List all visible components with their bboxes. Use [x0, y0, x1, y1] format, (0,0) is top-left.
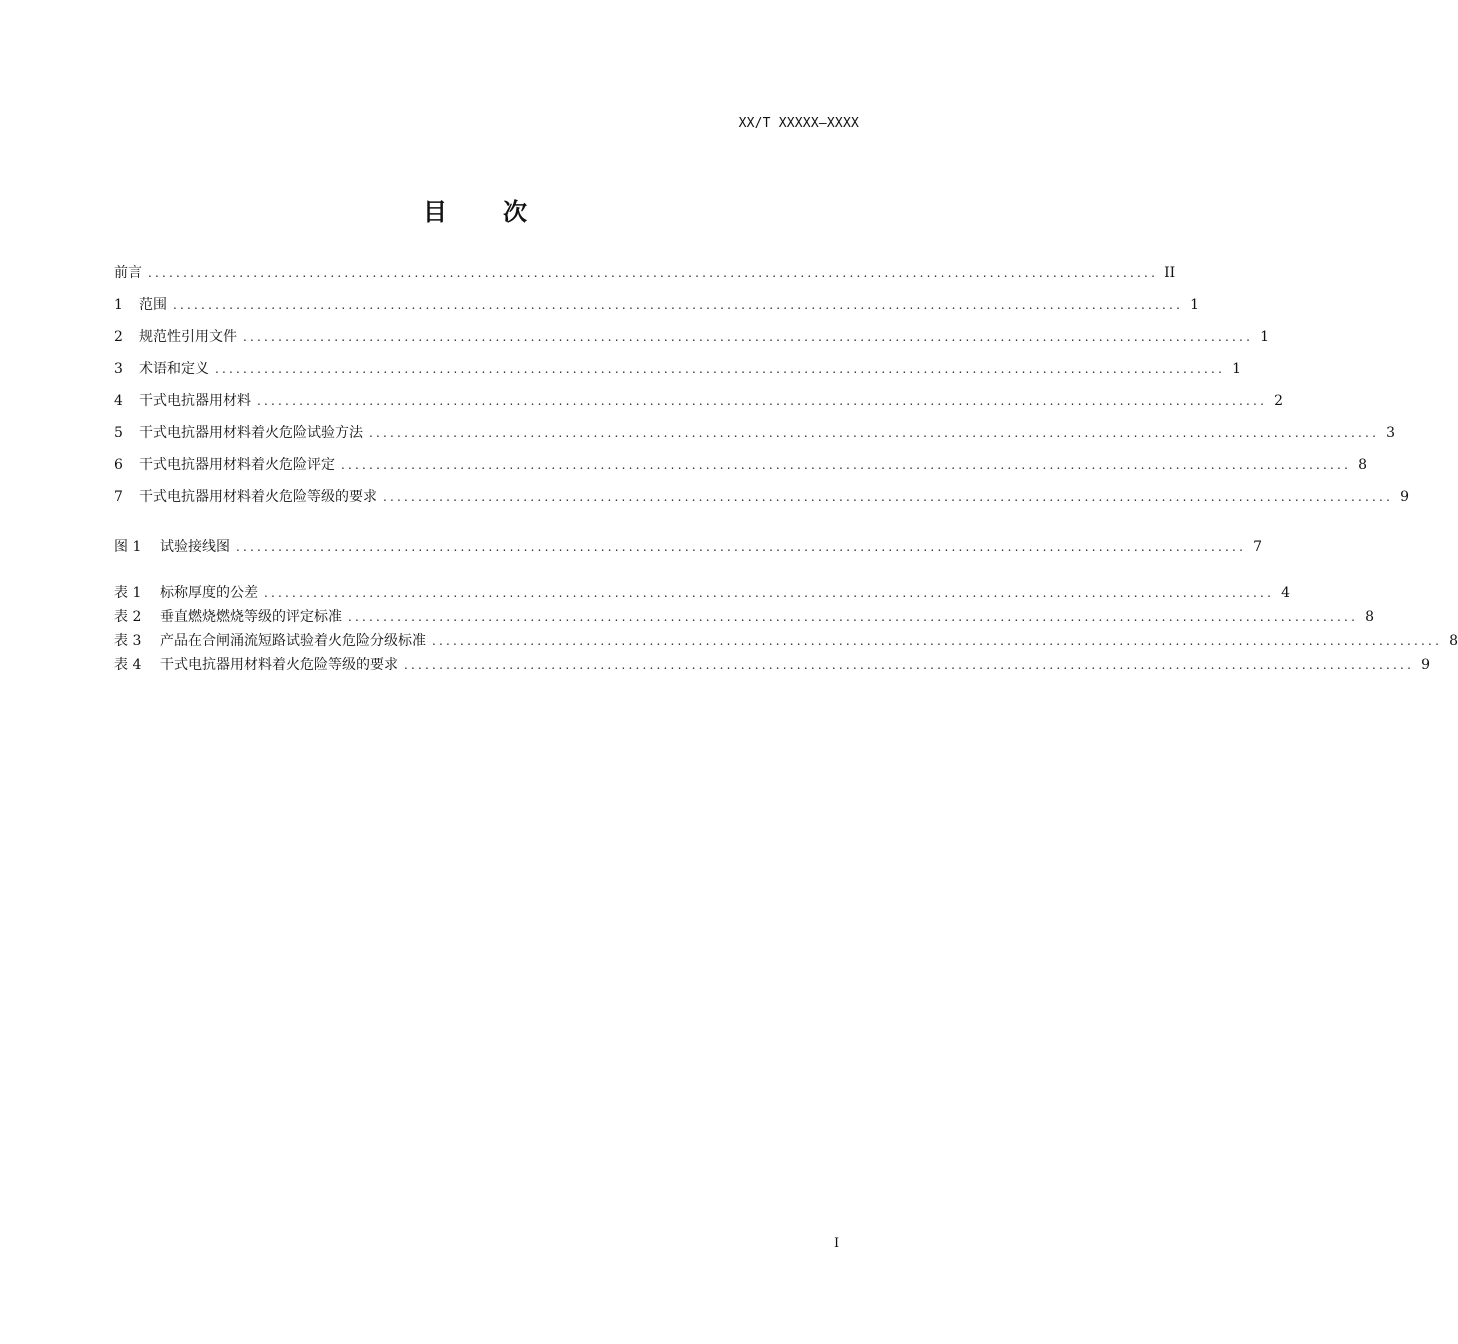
- toc-entry-number: 表 1: [114, 585, 142, 601]
- toc-entry-page: 7: [1253, 539, 1263, 555]
- toc-entry-number: 1: [114, 297, 123, 313]
- toc-entry-page: II: [1164, 265, 1176, 281]
- toc-entry-page: 2: [1274, 393, 1284, 409]
- toc-entry-label: 垂直燃烧燃烧等级的评定标准: [160, 609, 342, 625]
- toc-entry-number: 4: [114, 393, 123, 409]
- toc-entry-number: 5: [114, 425, 123, 441]
- toc-entry-clause-6[interactable]: [114, 454, 1368, 486]
- toc-entry-number: 7: [114, 489, 123, 505]
- toc-entry-label: 产品在合闸涌流短路试验着火危险分级标准: [160, 633, 426, 649]
- toc-entry-clause-4[interactable]: [114, 390, 1284, 422]
- toc-entry-figure-1[interactable]: [114, 536, 1263, 560]
- toc-entry-label: 试验接线图: [160, 539, 230, 555]
- toc-entry-number: 2: [114, 329, 123, 345]
- toc-entry-label: 标称厚度的公差: [160, 585, 258, 601]
- toc-entry-page: 4: [1281, 585, 1291, 601]
- toc-leader-dots: ................................................................................................................................................: [432, 634, 1443, 648]
- page-number: I: [834, 1236, 840, 1251]
- toc-entry-number: 图 1: [114, 539, 142, 555]
- toc-leader-dots: ................................................................................................................................................: [257, 394, 1268, 408]
- toc-entry-table-4[interactable]: [114, 654, 1431, 678]
- toc-entry-clause-3[interactable]: [114, 358, 1242, 390]
- toc-leader-dots: ................................................................................................................................................: [215, 362, 1226, 376]
- toc-entry-table-1[interactable]: [114, 582, 1291, 606]
- toc-entry-label: 规范性引用文件: [139, 329, 237, 345]
- toc-entry-page: 9: [1400, 489, 1410, 505]
- toc-entry-label: 术语和定义: [139, 361, 209, 377]
- toc-entry-number: 表 2: [114, 609, 142, 625]
- toc-leader-dots: ................................................................................................................................................: [173, 298, 1184, 312]
- toc-entry-label: 干式电抗器用材料着火危险评定: [139, 457, 335, 473]
- toc-entry-clause-2[interactable]: [114, 326, 1270, 358]
- toc-entry-label: 干式电抗器用材料着火危险等级的要求: [139, 489, 377, 505]
- document-code: XX/T XXXXX—XXXX: [738, 116, 859, 131]
- toc-list: [114, 262, 1458, 678]
- toc-entry-clause-7[interactable]: [114, 486, 1410, 518]
- toc-leader-dots: ................................................................................................................................................: [348, 610, 1359, 624]
- toc-entry-page: 9: [1421, 657, 1431, 673]
- toc-entry-clause-1[interactable]: [114, 294, 1200, 326]
- toc-entry-page: 1: [1190, 297, 1200, 313]
- toc-entry-label: 干式电抗器用材料着火危险等级的要求: [160, 657, 398, 673]
- toc-title-part2: 次: [503, 198, 527, 226]
- toc-entry-clause-5[interactable]: [114, 422, 1396, 454]
- toc-leader-dots: ................................................................................................................................................: [383, 490, 1394, 504]
- toc-leader-dots: ................................................................................................................................................: [236, 540, 1247, 554]
- toc-entry-page: 8: [1365, 609, 1375, 625]
- toc-entry-number: 表 3: [114, 633, 142, 649]
- toc-entry-number: 表 4: [114, 657, 142, 673]
- toc-entry-label: 干式电抗器用材料: [139, 393, 251, 409]
- toc-entry-table-2[interactable]: [114, 606, 1375, 630]
- toc-leader-dots: ................................................................................................................................................: [369, 426, 1380, 440]
- toc-entry-number: 6: [114, 457, 123, 473]
- toc-entry-label: 干式电抗器用材料着火危险试验方法: [139, 425, 363, 441]
- toc-entry-page: 8: [1449, 633, 1458, 649]
- toc-leader-dots: ................................................................................................................................................: [264, 586, 1275, 600]
- toc-entry-page: 8: [1358, 457, 1368, 473]
- toc-leader-dots: ................................................................................................................................................: [148, 266, 1159, 280]
- toc-entry-page: 1: [1232, 361, 1242, 377]
- toc-entry-page: 3: [1386, 425, 1396, 441]
- toc-entry-foreword[interactable]: [114, 262, 1176, 294]
- toc-leader-dots: ................................................................................................................................................: [243, 330, 1254, 344]
- toc-entry-label: 范围: [139, 297, 167, 313]
- toc-title: [0, 192, 950, 227]
- toc-title-part1: 目: [423, 198, 447, 226]
- toc-leader-dots: ................................................................................................................................................: [341, 458, 1352, 472]
- toc-entry-number: 3: [114, 361, 123, 377]
- toc-entry-page: 1: [1260, 329, 1270, 345]
- toc-entry-label: 前言: [114, 265, 142, 281]
- toc-leader-dots: ................................................................................................................................................: [404, 658, 1415, 672]
- toc-entry-table-3[interactable]: [114, 630, 1458, 654]
